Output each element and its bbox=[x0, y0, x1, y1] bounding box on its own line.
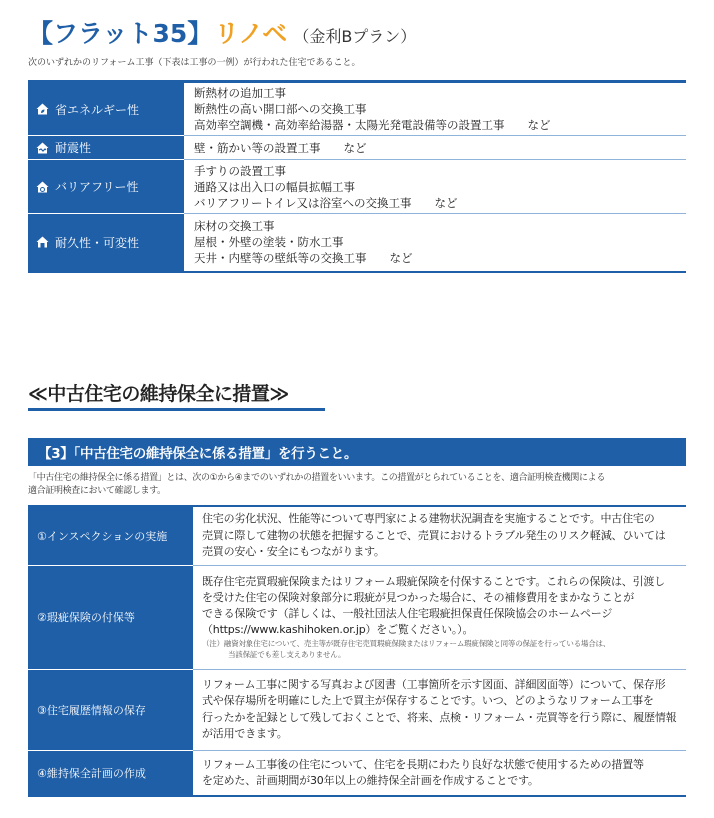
content-line: 高効率空調機・高効率給湯器・太陽光発電設備等の設置工事 など bbox=[194, 118, 551, 132]
content-line: （https://www.kashihoken.or.jp）をご覧ください。）。 bbox=[202, 623, 474, 637]
table-row bbox=[28, 214, 686, 272]
content-line: 売買の安心・安全にもつながります。 bbox=[202, 544, 385, 558]
row-content bbox=[193, 750, 686, 796]
row-label: バリアフリー性 bbox=[55, 180, 139, 194]
small-note: （注）融資対象住宅について、売主等が既存住宅売買瑕疵保険またはリフォーム瑕疵保険と同等の保証を行っている場合は、 bbox=[202, 639, 611, 649]
title-accent: リノベ bbox=[214, 19, 288, 48]
row-header: ③住宅履歴情報の保存 bbox=[28, 669, 193, 750]
content-line: 壁・筋かい等の設置工事 など bbox=[194, 140, 367, 155]
content-line: 床材の交換工事 bbox=[194, 219, 275, 234]
row-label: 耐久性・可変性 bbox=[55, 235, 140, 250]
content-line: を受けた住宅の保険対象部分に瑕疵が見つかった場合に、その補修費用をまかなうことが bbox=[202, 590, 634, 604]
table-row bbox=[28, 82, 686, 136]
content-line: リフォーム工事後の住宅について、住宅を長期にわたり良好な状態で使用するための措置等 bbox=[202, 757, 644, 771]
content-line: を定めた、計画期間が30年以上の維持保全計画を作成することです。 bbox=[202, 773, 539, 787]
row-header bbox=[28, 136, 184, 160]
content-line: バリアフリートイレ又は浴室への交換工事 など bbox=[194, 195, 458, 210]
content-line: 手すりの設置工事 bbox=[194, 163, 286, 178]
content-line: 通路又は出入口の幅員拡幅工事 bbox=[194, 179, 355, 194]
row-header: ④維持保全計画の作成 bbox=[28, 750, 193, 796]
row-content bbox=[193, 506, 686, 565]
row-content bbox=[184, 160, 686, 214]
house-quake-icon bbox=[36, 142, 49, 154]
table-row bbox=[28, 669, 686, 750]
small-note: 当該保証でも差し支えありません。 bbox=[228, 650, 346, 660]
content-line: 式や保存場所を明確にした上で買主が保存することです。いつ、どのようなリフォーム工事を bbox=[202, 694, 654, 708]
row-content bbox=[184, 82, 686, 136]
row-content bbox=[193, 565, 686, 669]
requirement-note bbox=[28, 472, 690, 498]
row-content bbox=[184, 214, 686, 272]
content-line: 既存住宅売買瑕疵保険またはリフォーム瑕疵保険を付保することです。これらの保険は、引渡し bbox=[202, 574, 665, 588]
row-content bbox=[193, 669, 686, 750]
content-line: 住宅の劣化状況、性能等について専門家による建物状況調査を実施することです。中古住宅の bbox=[202, 512, 655, 526]
content-line: が活用できます。 bbox=[202, 726, 288, 740]
content-line: できる保険です（詳しくは、一般社団法人住宅瑕疵担保責任保険協会のホームページ bbox=[202, 607, 613, 620]
table-row bbox=[28, 136, 686, 160]
content-line: 断熱性の高い開口部への交換工事 bbox=[194, 102, 367, 116]
table-row bbox=[28, 750, 686, 796]
house-durable-icon bbox=[36, 236, 49, 248]
requirement-bar: 【3】「中古住宅の維持保全に係る措置」を行うこと。 bbox=[28, 438, 686, 466]
row-content bbox=[184, 136, 686, 160]
row-header bbox=[28, 160, 184, 214]
house-eco-icon bbox=[36, 103, 49, 115]
content-line: 屋根・外壁の塗装・防水工事 bbox=[194, 235, 344, 250]
page-title bbox=[28, 14, 416, 48]
row-label: 耐震性 bbox=[55, 141, 92, 155]
content-line: 天井・内壁等の壁紙等の交換工事 など bbox=[194, 251, 413, 266]
title-main: 【フラット35】 bbox=[28, 19, 213, 48]
content-line: 売買に際して建物の状態を把握することで、売買におけるトラブル発生のリスク軽減、ひいては bbox=[202, 528, 666, 542]
section-underline bbox=[28, 408, 325, 411]
row-header bbox=[28, 214, 184, 272]
house-accessible-icon bbox=[36, 181, 49, 193]
maintenance-table bbox=[28, 505, 686, 797]
table-row bbox=[28, 565, 686, 669]
row-header bbox=[28, 82, 184, 136]
intro-note: 次のいずれかのリフォーム工事（下表は工事の一例）が行われた住宅であること。 bbox=[28, 58, 361, 68]
row-header: ①インスペクションの実施 bbox=[28, 506, 193, 565]
note-line: 適合証明検査において確認します。 bbox=[28, 486, 166, 496]
content-line: 断熱材の追加工事 bbox=[194, 86, 286, 100]
row-label: 省エネルギー性 bbox=[55, 102, 140, 117]
renovation-table bbox=[28, 80, 686, 273]
row-header: ②瑕疵保険の付保等 bbox=[28, 565, 193, 669]
section-heading: ≪中古住宅の維持保全に措置≫ bbox=[28, 383, 289, 405]
table-row bbox=[28, 160, 686, 214]
content-line: リフォーム工事に関する写真および図書（工事箇所を示す図面、詳細図面等）について、保存形 bbox=[202, 678, 666, 692]
title-sub: （金利Bプラン） bbox=[293, 27, 417, 46]
content-line: 行ったかを記録として残しておくことで、将来、点検・リフォーム・売買等を行う際に、履歴情報 bbox=[202, 710, 677, 724]
note-line: 「中古住宅の維持保全に係る措置」とは、次の①から④までのいずれかの措置をいいます。この措置がとられていることを、適合証明検査機関による bbox=[28, 473, 605, 483]
table-row bbox=[28, 506, 686, 565]
